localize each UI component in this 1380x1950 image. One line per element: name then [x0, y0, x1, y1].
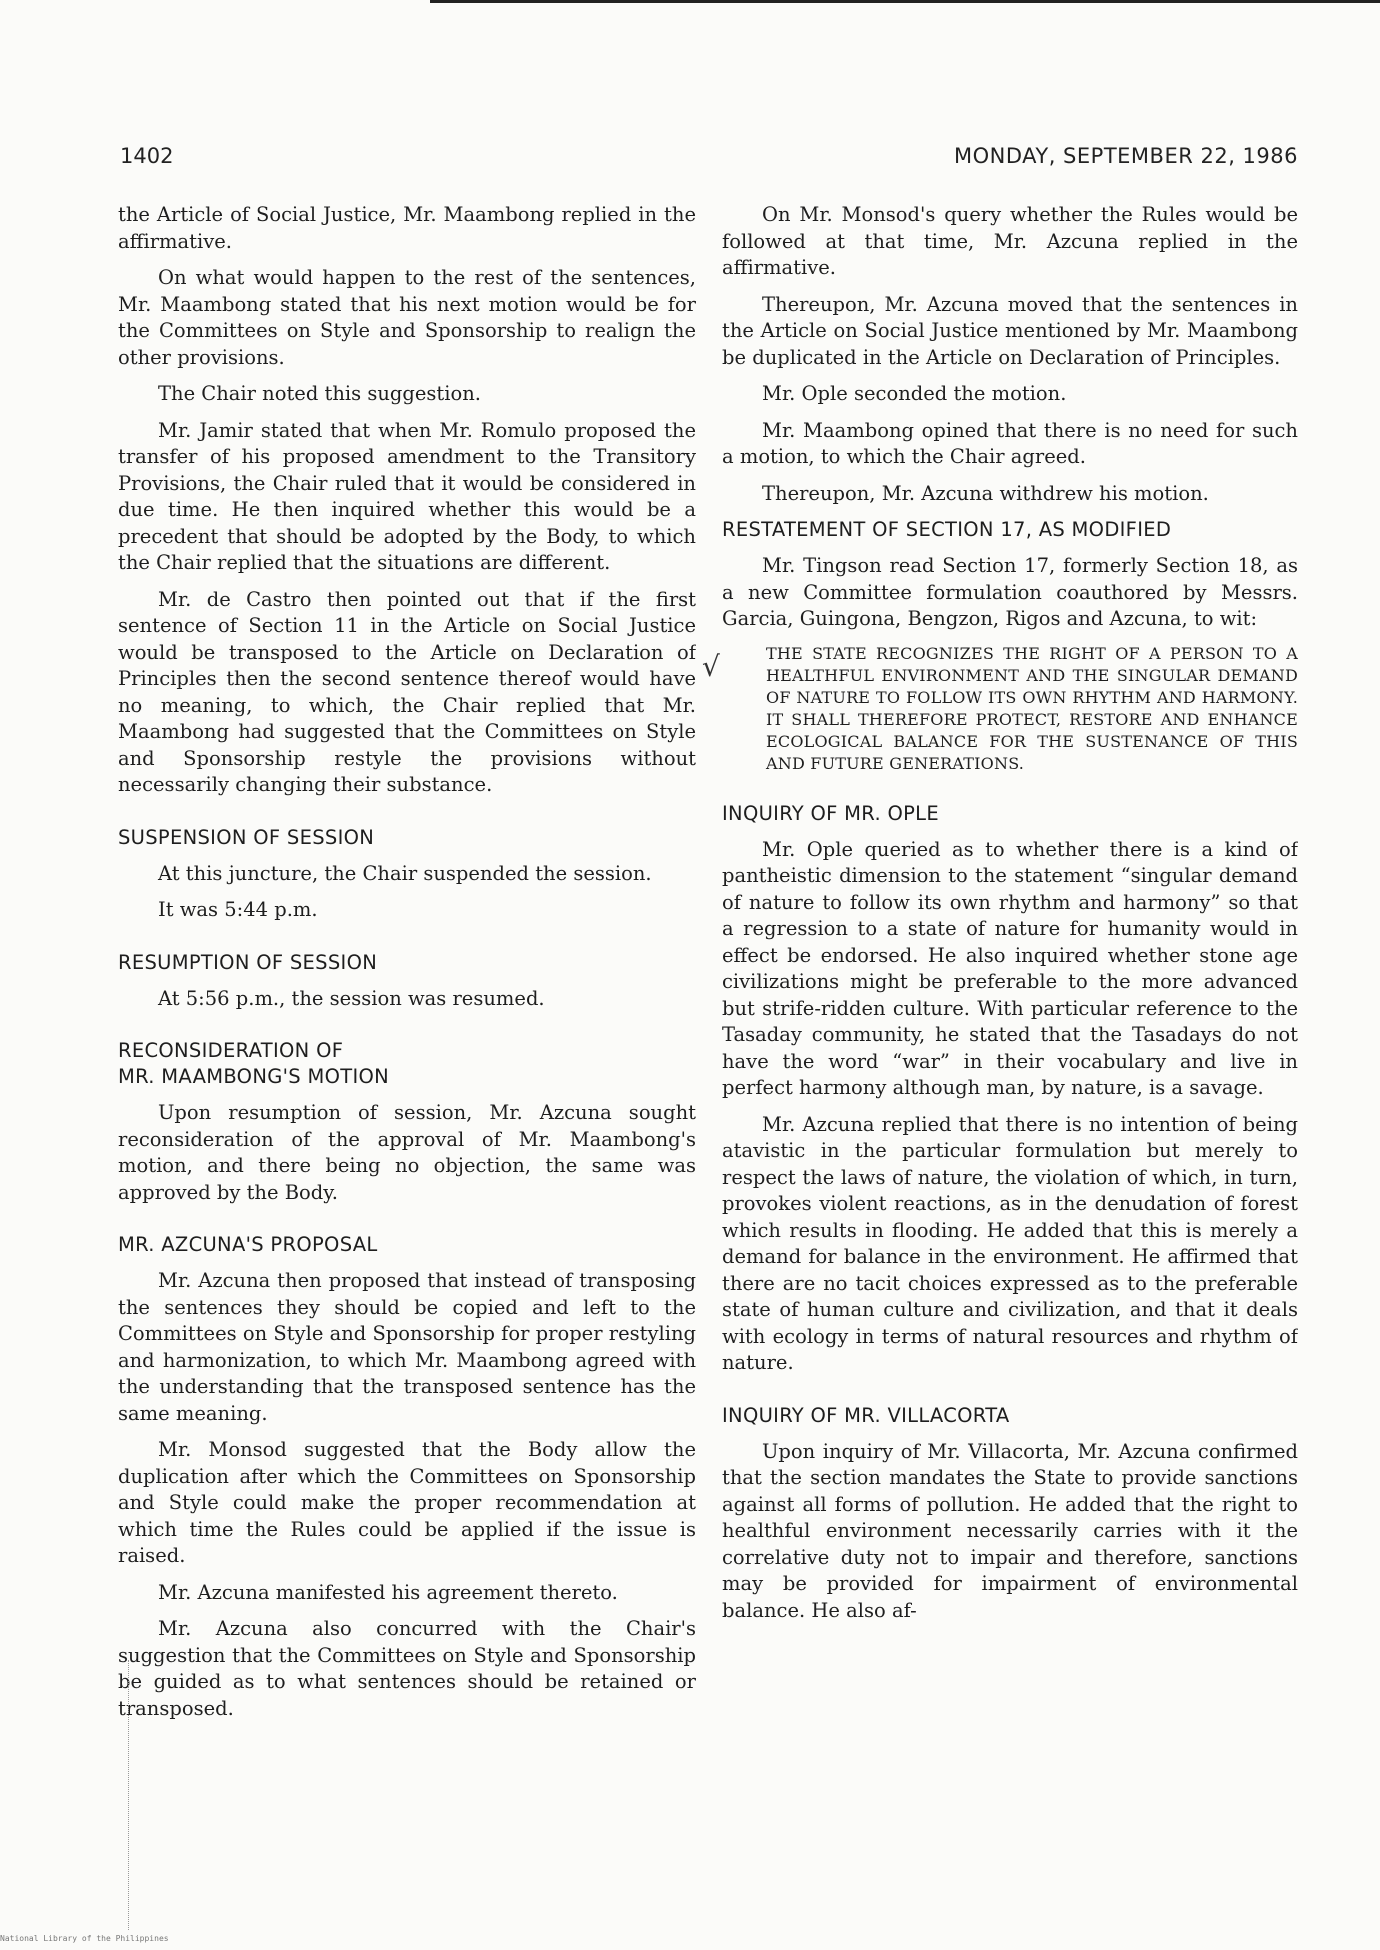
quoted-provision: THE STATE RECOGNIZES THE RIGHT OF A PERSON TO A HEALTHFUL ENVIRONMENT AND THE SINGULAR DEMAND OF NATURE TO FOLLOW ITS OWN RHYTHM AND HARMONY. IT SHALL THEREFORE PROTECT, RESTORE AND ENHANCE ECOLOGICAL BALANCE FOR THE SUSTENANCE OF THIS AND FUTURE GENERATIONS. [766, 643, 1298, 773]
heading-line: MR. MAAMBONG'S MOTION [118, 1065, 390, 1088]
paragraph: At this juncture, the Chair suspended the session. [158, 861, 652, 885]
paragraph: Mr. Ople seconded the motion. [762, 382, 1067, 405]
paragraph: Thereupon, Mr. Azcuna moved that the sentences in the Article on Social Justice mentioned by Mr. Maambong be duplicated in the Article on Declaration of Principles. [722, 292, 1298, 369]
left-column [118, 202, 696, 1832]
paragraph: Mr. Jamir stated that when Mr. Romulo proposed the transfer of his proposed amendment to the Transitory Provisions, the Chair ruled that it would be considered in due time. He then inquired whether this would be a precedent that should be adopted by the Body, to which the Chair replied that the situations are different. [118, 418, 696, 574]
section-heading [118, 1038, 696, 1090]
paragraph: Mr. Maambong opined that there is no need for such a motion, to which the Chair agreed. [722, 418, 1298, 468]
footer-stamp: National Library of the Philippines [0, 1934, 169, 1943]
paragraph: Mr. Tingson read Section 17, formerly Section 18, as a new Committee formulation coauthored by Messrs. Garcia, Guingona, Bengzon, Rigos and Azcuna, to wit: [722, 554, 1298, 630]
page-date: MONDAY, SEPTEMBER 22, 1986 [953, 144, 1298, 168]
page-header [120, 144, 1298, 174]
paragraph: the Article of Social Justice, Mr. Maambong replied in the affirmative. [118, 203, 696, 253]
paragraph: Mr. Azcuna replied that there is no intention of being atavistic in the particular formulation but merely to respect the laws of nature, the violation of which, in turn, provokes violent reactions, as in the denudation of forest which results in flooding. He added that this is merely a demand for balance in the environment. He affirmed that there are no tacit choices expressed as to the preferable state of human culture and civilization, and that it deals with ecology in terms of natural resources and rhythm of nature. [722, 1112, 1298, 1374]
page-number: 1402 [120, 144, 174, 168]
right-column [722, 202, 1298, 1832]
paragraph: It was 5:44 p.m. [158, 898, 318, 921]
paragraph: Mr. Azcuna also concurred with the Chair's suggestion that the Committees on Style and Sponsorship be guided as to what sentences should be retained or transposed. [118, 1617, 696, 1720]
heading-line: RECONSIDERATION OF [118, 1039, 344, 1062]
paragraph: Upon resumption of session, Mr. Azcuna sought reconsideration of the approval of Mr. Maambong's motion, and there being no objection, the same was approved by the Body. [118, 1101, 696, 1204]
section-heading: INQUIRY OF MR. VILLACORTA [722, 1403, 1010, 1427]
margin-scan-line [128, 1660, 129, 1930]
check-mark: √ [702, 650, 720, 683]
paragraph: Mr. Azcuna manifested his agreement thereto. [158, 1580, 618, 1604]
top-rule [430, 0, 1380, 9]
paragraph: Mr. Azcuna then proposed that instead of transposing the sentences they should be copied and left to the Committees on Style and Sponsorship for proper restyling and harmonization, to which Mr. Maambong agreed with the understanding that the transposed sentence has the same meaning. [118, 1269, 696, 1425]
paragraph: Mr. Monsod suggested that the Body allow the duplication after which the Committees on Sponsorship and Style could make the proper recommendation at which time the Rules could be applied if the issue is raised. [118, 1438, 696, 1567]
section-heading: SUSPENSION OF SESSION [118, 825, 375, 849]
section-heading: MR. AZCUNA'S PROPOSAL [118, 1233, 378, 1256]
paragraph: On Mr. Monsod's query whether the Rules would be followed at that time, Mr. Azcuna replied in the affirmative. [722, 203, 1298, 279]
paragraph: Upon inquiry of Mr. Villacorta, Mr. Azcuna confirmed that the section mandates the State to provide sanctions against all forms of pollution. He added that the right to healthful environment necessarily carries with it the correlative duty not to impair and therefore, sanctions may be provided for impairment of environmental balance. He also af- [722, 1439, 1298, 1622]
paragraph: Mr. de Castro then pointed out that if the first sentence of Section 11 in the Article on Social Justice would be transposed to the Article on Declaration of Principles then the second sentence thereof would have no meaning, to which, the Chair replied that Mr. Maambong had suggested that the Committees on Style and Sponsorship restyle the provisions without necessarily changing their substance. [118, 587, 696, 796]
section-heading: RESTATEMENT OF SECTION 17, AS MODIFIED [722, 518, 1172, 541]
paragraph: The Chair noted this suggestion. [158, 382, 482, 405]
section-heading: RESUMPTION OF SESSION [118, 950, 378, 974]
paragraph: At 5:56 p.m., the session was resumed. [158, 986, 545, 1010]
paragraph: Mr. Ople queried as to whether there is a kind of pantheistic dimension to the statement “singular demand of nature to follow its own rhythm and harmony” so that a regression to a state of nature for humanity would in effect be endorsed. He also inquired whether stone age civilizations might be preferable to the more advanced but strife-ridden culture. With particular reference to the Tasaday community, he stated that the Tasadays do not have the word “war” in their vocabulary and live in perfect harmony although man, by nature, is a savage. [722, 837, 1298, 1099]
paragraph: On what would happen to the rest of the sentences, Mr. Maambong stated that his next motion would be for the Committees on Style and Sponsorship to realign the other provisions. [118, 266, 696, 369]
paragraph: Thereupon, Mr. Azcuna withdrew his motion. [762, 481, 1209, 505]
section-heading: INQUIRY OF MR. OPLE [722, 801, 939, 825]
